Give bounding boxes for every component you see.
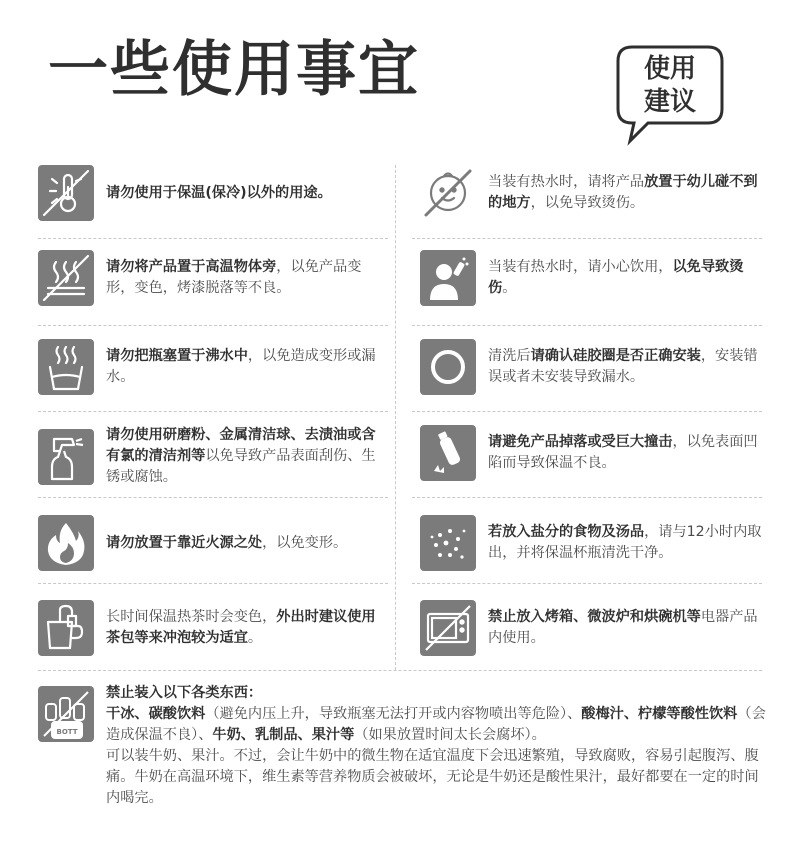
falling-bottle-icon	[420, 425, 476, 481]
row-divider	[412, 583, 762, 584]
person-drinking-icon	[420, 250, 476, 306]
prohibited-list: 干冰、碳酸饮料（避免内压上升，导致瓶塞无法打开或内容物喷出等危险）、酸梅汁、柠檬等酸性饮料（会造成保温不良）、牛奶、乳制品、果汁等（如果放置时间太长会腐坏）。	[106, 706, 766, 743]
row-divider	[38, 583, 388, 584]
notice-item	[38, 425, 388, 488]
notice-text: 请勿使用研磨粉、金属清洁球、去渍油或含有氯的清洁剂等以免导致产品表面刮伤、生锈或腐蚀。	[106, 427, 376, 485]
thermometer-icon	[38, 165, 94, 221]
row-divider	[412, 325, 762, 326]
column-divider	[395, 165, 396, 670]
notice-text: 当装有热水时，请小心饮用，以免导致烫伤。	[488, 259, 744, 296]
silicone-ring-icon	[420, 339, 476, 395]
notice-item	[420, 250, 770, 306]
tea-bag-icon	[38, 600, 94, 656]
notice-text: 请勿把瓶塞置于沸水中，以免造成变形或漏水。	[106, 348, 376, 385]
row-divider	[38, 325, 388, 326]
spray-bottle-icon	[38, 429, 94, 485]
notice-item	[420, 515, 770, 571]
page-title: 一些使用事宜	[48, 35, 420, 105]
usage-advice-badge	[616, 45, 724, 127]
milk-juice-note: 可以装牛奶、果汁。不过，会让牛奶中的微生物在适宜温度下会迅速繁殖，导致腐败，容易引起腹泻、腹痛。牛奶在高温环境下，维生素等营养物质会被破坏，无论是牛奶还是酸性果汁，最好都要在一定的时间内喝完。	[106, 748, 759, 806]
notice-item	[420, 165, 770, 221]
badge-text	[616, 53, 724, 119]
notice-text: 请勿使用于保温(保冷)以外的用途。	[106, 184, 332, 201]
row-divider	[412, 238, 762, 239]
boiling-water-cup-icon	[38, 339, 94, 395]
section-title: 禁止装入以下各类东西：	[106, 685, 263, 701]
row-divider	[38, 670, 762, 671]
notice-text: 禁止放入烤箱、微波炉和烘碗机等电器产品内使用。	[488, 609, 758, 646]
notice-text: 若放入盐分的食物及汤品，请与12小时内取出，并将保温杯瓶清洗干净。	[488, 524, 762, 561]
notice-item	[38, 165, 388, 221]
notice-item	[38, 250, 388, 306]
notice-text: 清洗后请确认硅胶圈是否正确安装，安装错误或者未安装导致漏水。	[488, 348, 758, 385]
notice-text: 请避免产品掉落或受巨大撞击，以免表面凹陷而导致保温不良。	[488, 434, 758, 471]
badge-line-2: 建议	[643, 87, 696, 117]
notice-item	[420, 339, 770, 395]
microwave-prohibited-icon	[420, 600, 476, 656]
baby-face-prohibited-icon	[420, 165, 476, 221]
row-divider	[38, 238, 388, 239]
prohibited-contents-section	[106, 683, 766, 809]
row-divider	[38, 497, 388, 498]
notice-item	[38, 339, 388, 395]
notice-item	[38, 515, 388, 571]
fire-icon	[38, 515, 94, 571]
row-divider	[38, 411, 388, 412]
notice-text: 请勿放置于靠近火源之处，以免变形。	[106, 534, 348, 551]
heat-source-prohibited-icon	[38, 250, 94, 306]
notice-item	[420, 600, 770, 656]
notice-text: 当装有热水时，请将产品放置于幼儿碰不到的地方，以免导致烫伤。	[488, 174, 758, 211]
notice-text: 请勿将产品置于高温物体旁，以免产品变形，变色，烤漆脱落等不良。	[106, 259, 362, 296]
notice-item	[38, 600, 388, 656]
salt-dots-icon	[420, 515, 476, 571]
badge-line-1: 使用	[643, 54, 696, 84]
row-divider	[412, 497, 762, 498]
notice-item	[420, 425, 770, 481]
notice-text: 长时间保温热茶时会变色，外出时建议使用茶包等来冲泡较为适宜。	[106, 609, 376, 646]
row-divider	[412, 411, 762, 412]
bottles-prohibited-icon	[38, 686, 94, 742]
svg-text:BOTT: BOTT	[56, 728, 78, 736]
